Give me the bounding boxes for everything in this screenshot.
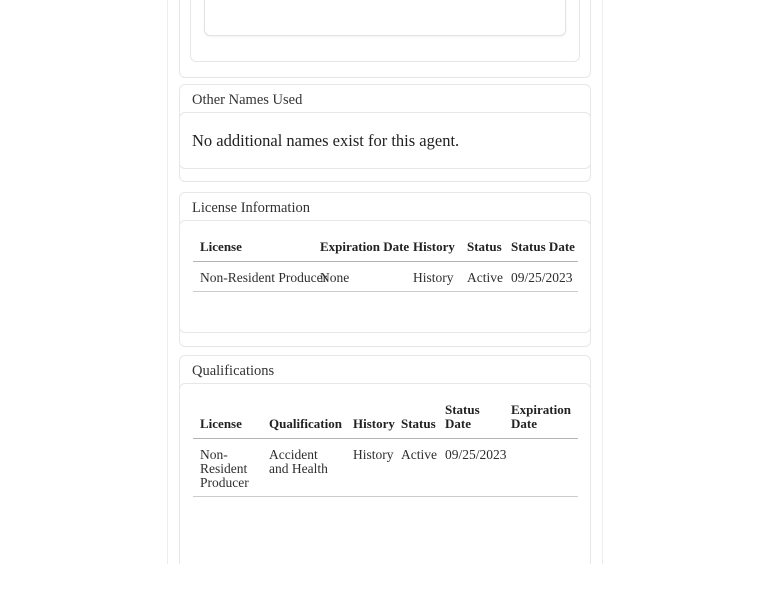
license-table [193, 236, 578, 292]
content-column [167, 0, 603, 564]
col-expiration-date: Expiration Date [504, 399, 578, 439]
table-row [193, 262, 578, 292]
license-info-panel [179, 220, 591, 333]
license-cell: Non-Resident Producer [193, 439, 262, 497]
col-status: Status [460, 236, 504, 262]
col-status-date: Status Date [438, 399, 504, 439]
history-link[interactable]: History [346, 439, 394, 497]
col-status: Status [394, 399, 438, 439]
license-info-section [179, 192, 591, 347]
status-date-cell: 09/25/2023 [504, 262, 578, 292]
license-table-header-row [193, 236, 578, 262]
qualifications-title: Qualifications [192, 363, 275, 379]
license-info-title: License Information [192, 200, 310, 216]
expiration-date-cell: None [313, 262, 406, 292]
expiration-date-cell [504, 439, 578, 497]
qualifications-panel [179, 383, 591, 564]
empty-input-box[interactable] [204, 0, 566, 36]
status-cell: Active [394, 439, 438, 497]
col-expiration-date: Expiration Date [313, 236, 406, 262]
table-row [193, 439, 578, 497]
history-link[interactable]: History [406, 262, 460, 292]
license-cell: Non-Resident Producer [193, 262, 313, 292]
qualification-cell: Accident and Health [262, 439, 346, 497]
col-license: License [193, 399, 262, 439]
col-history: History [346, 399, 394, 439]
col-qualification: Qualification [262, 399, 346, 439]
other-names-title: Other Names Used [192, 92, 303, 108]
qualifications-header [180, 356, 590, 383]
other-names-panel [179, 112, 591, 169]
other-names-header [180, 85, 590, 112]
no-names-message: No additional names exist for this agent. [192, 131, 460, 150]
col-history: History [406, 236, 460, 262]
status-date-cell: 09/25/2023 [438, 439, 504, 497]
col-license: License [193, 236, 313, 262]
other-names-section [179, 84, 591, 182]
qualifications-table [193, 399, 578, 497]
license-info-header [180, 193, 590, 220]
qualifications-table-header-row [193, 399, 578, 439]
col-status-date: Status Date [504, 236, 578, 262]
status-cell: Active [460, 262, 504, 292]
form-panel [190, 0, 580, 62]
top-form-section-partial [179, 0, 591, 78]
qualifications-section [179, 355, 591, 564]
